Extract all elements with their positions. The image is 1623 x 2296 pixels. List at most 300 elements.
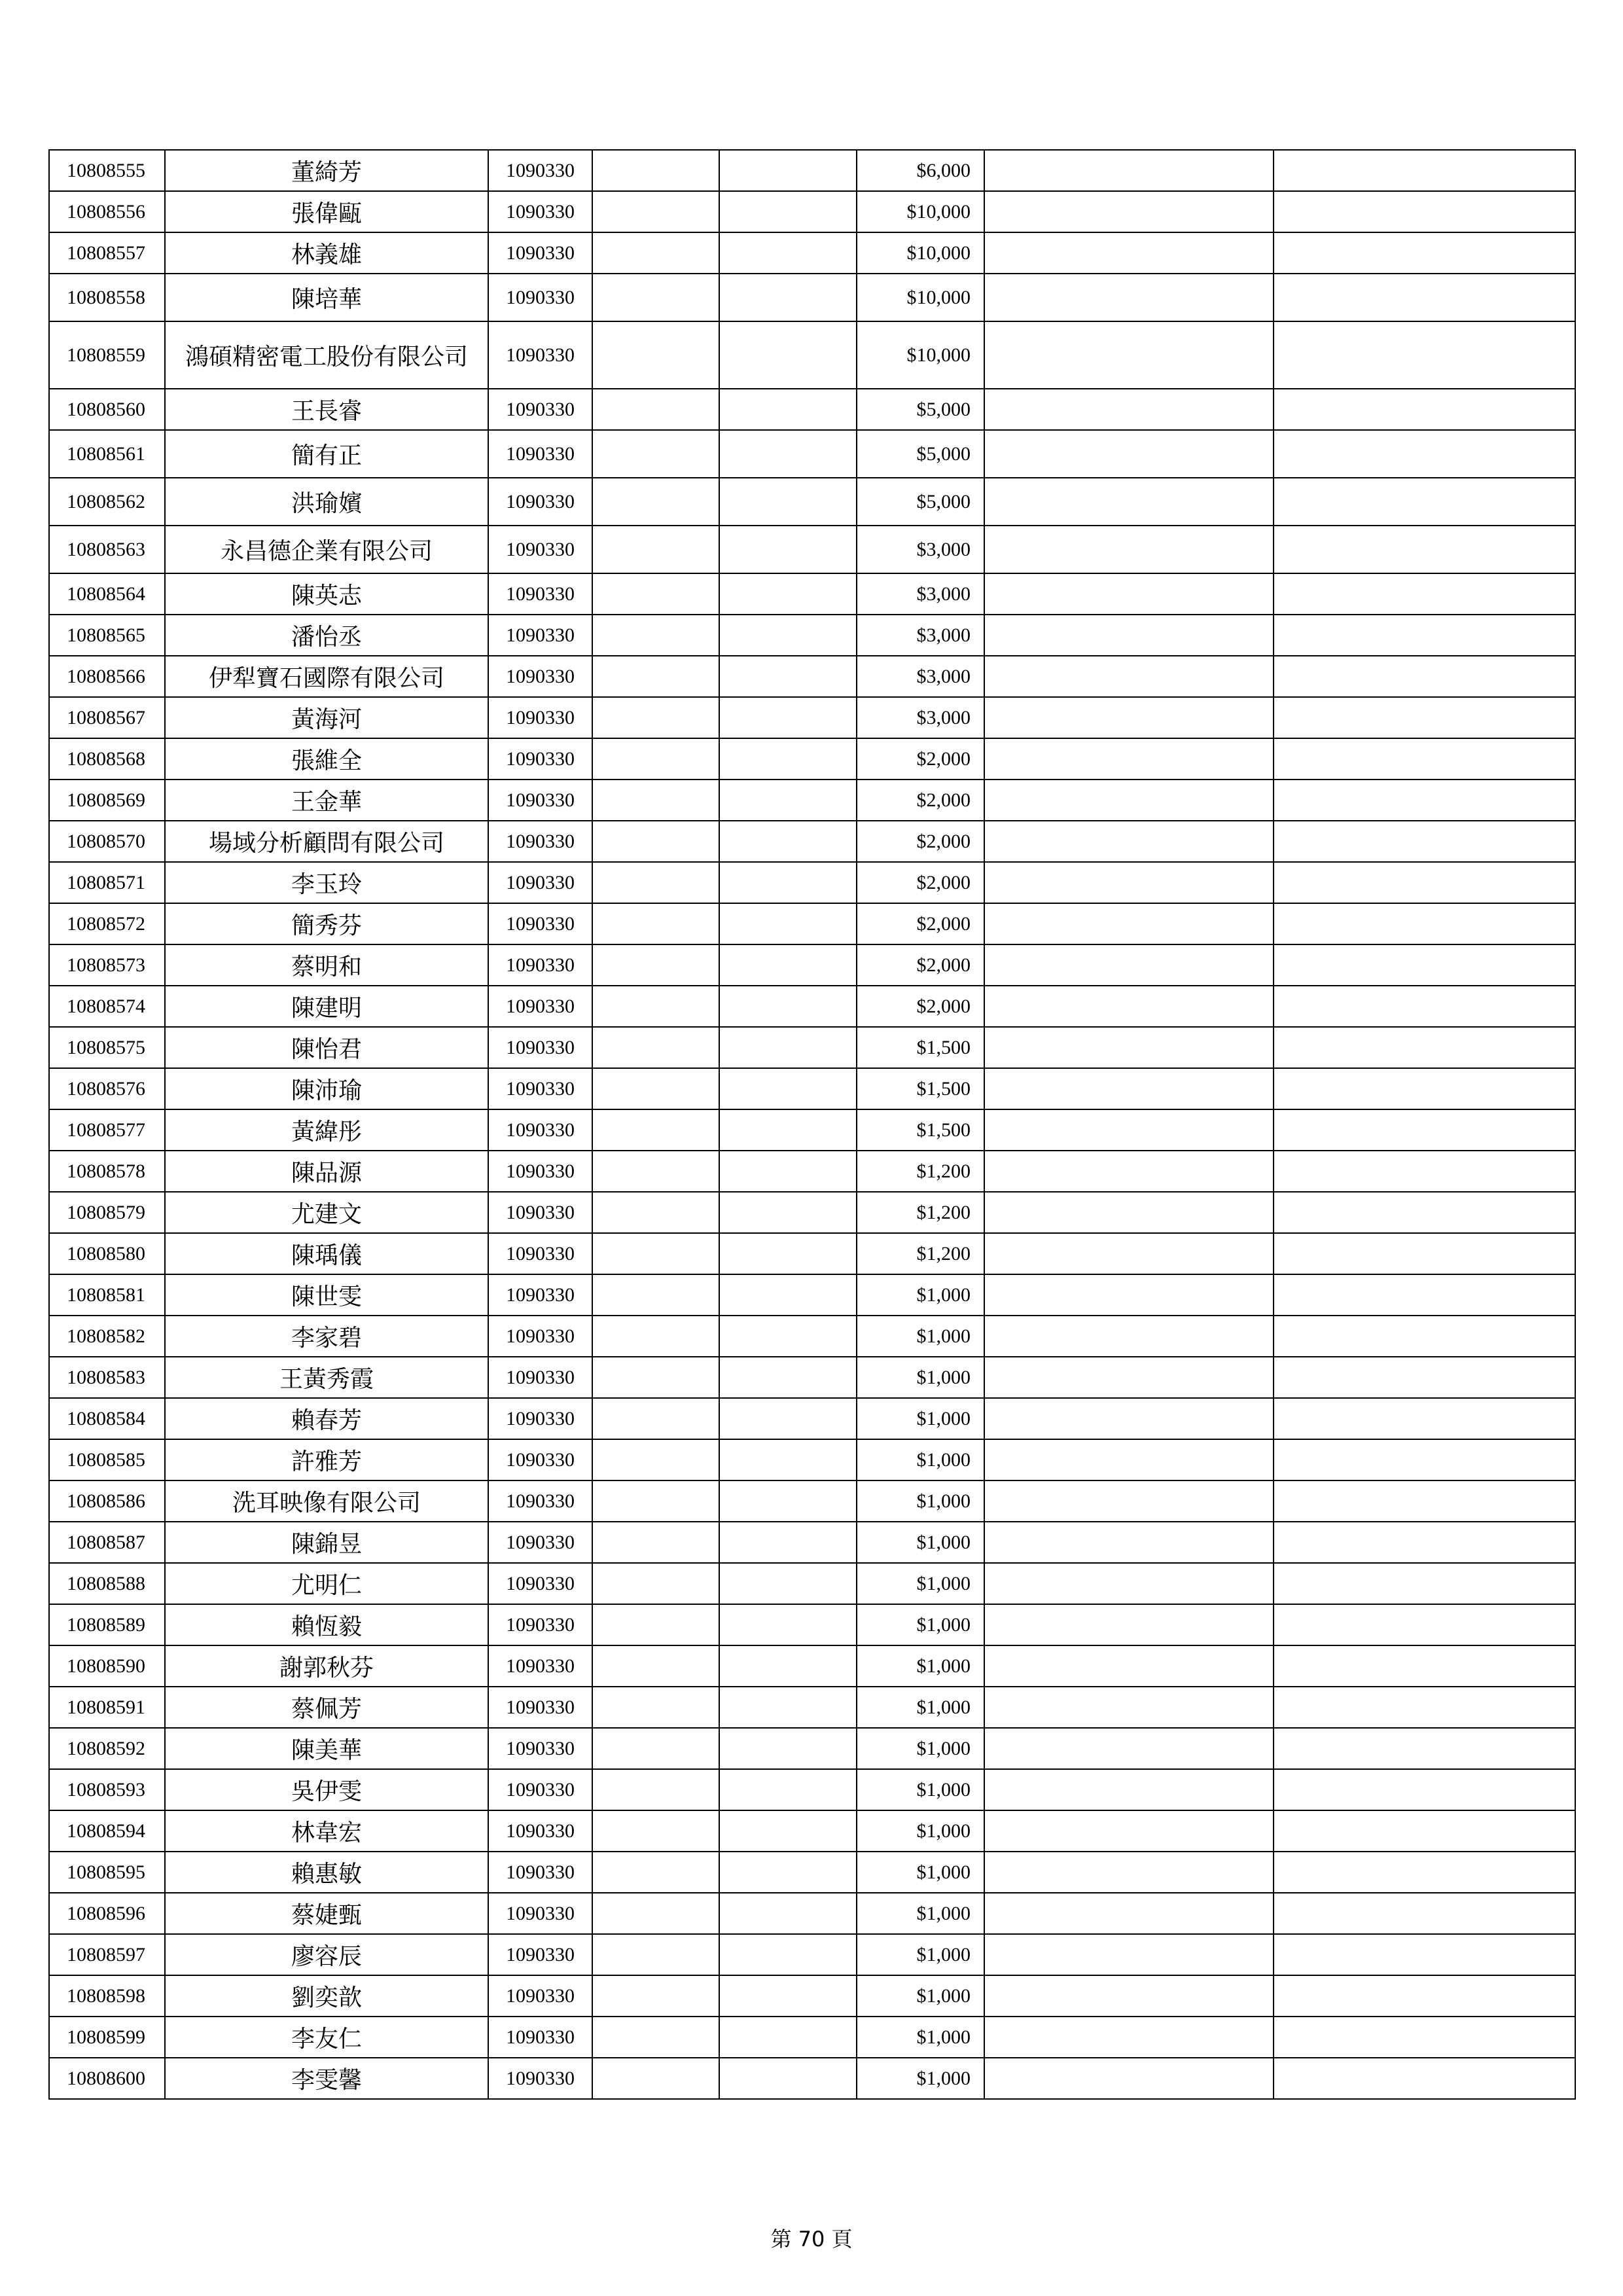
amount-cell: $5,000 (857, 430, 984, 478)
date-cell: 1090330 (488, 1645, 592, 1687)
date-cell: 1090330 (488, 1109, 592, 1151)
blank-cell (984, 1192, 1274, 1233)
table-row (49, 1810, 1575, 1852)
blank-cell (592, 1480, 719, 1522)
donor-name-cell: 尤建文 (165, 1192, 488, 1233)
amount-cell: $1,000 (857, 1975, 984, 2017)
blank-cell (1274, 1645, 1575, 1687)
amount-cell: $1,000 (857, 1645, 984, 1687)
date-cell: 1090330 (488, 1274, 592, 1316)
blank-cell (592, 944, 719, 986)
blank-cell (984, 1027, 1274, 1068)
blank-cell (592, 1151, 719, 1192)
blank-cell (984, 1480, 1274, 1522)
blank-cell (719, 1975, 857, 2017)
date-cell: 1090330 (488, 1439, 592, 1480)
amount-cell: $1,000 (857, 1316, 984, 1357)
record-id-cell: 10808558 (49, 274, 165, 321)
date-cell: 1090330 (488, 1893, 592, 1934)
amount-cell: $2,000 (857, 903, 984, 944)
blank-cell (1274, 1604, 1575, 1645)
blank-cell (719, 1357, 857, 1398)
blank-cell (1274, 1975, 1575, 2017)
donor-name-cell: 董綺芳 (165, 150, 488, 191)
blank-cell (1274, 1316, 1575, 1357)
blank-cell (1274, 232, 1575, 274)
donor-name-cell: 尤明仁 (165, 1563, 488, 1604)
date-cell: 1090330 (488, 1480, 592, 1522)
blank-cell (984, 1274, 1274, 1316)
blank-cell (719, 697, 857, 738)
blank-cell (984, 150, 1274, 191)
blank-cell (592, 274, 719, 321)
blank-cell (984, 1233, 1274, 1274)
blank-cell (984, 1316, 1274, 1357)
table-row (49, 1109, 1575, 1151)
date-cell: 1090330 (488, 656, 592, 697)
table-row (49, 903, 1575, 944)
date-cell: 1090330 (488, 1563, 592, 1604)
blank-cell (1274, 1357, 1575, 1398)
date-cell: 1090330 (488, 1769, 592, 1810)
donor-name-cell: 李家碧 (165, 1316, 488, 1357)
blank-cell (592, 478, 719, 526)
table-body (49, 150, 1575, 2099)
blank-cell (592, 191, 719, 232)
date-cell: 1090330 (488, 1604, 592, 1645)
donor-name-cell: 洪瑜嬪 (165, 478, 488, 526)
blank-cell (1274, 191, 1575, 232)
blank-cell (592, 1769, 719, 1810)
blank-cell (592, 1316, 719, 1357)
date-cell: 1090330 (488, 274, 592, 321)
donor-name-cell: 王長睿 (165, 389, 488, 430)
date-cell: 1090330 (488, 389, 592, 430)
blank-cell (719, 1810, 857, 1852)
blank-cell (1274, 862, 1575, 903)
blank-cell (592, 903, 719, 944)
record-id-cell: 10808565 (49, 615, 165, 656)
record-id-cell: 10808555 (49, 150, 165, 191)
blank-cell (719, 1563, 857, 1604)
blank-cell (592, 821, 719, 862)
date-cell: 1090330 (488, 1233, 592, 1274)
table-row (49, 321, 1575, 389)
donor-name-cell: 場域分析顧問有限公司 (165, 821, 488, 862)
blank-cell (719, 1274, 857, 1316)
blank-cell (719, 1398, 857, 1439)
blank-cell (984, 1810, 1274, 1852)
record-id-cell: 10808568 (49, 738, 165, 780)
amount-cell: $1,200 (857, 1233, 984, 1274)
amount-cell: $10,000 (857, 274, 984, 321)
date-cell: 1090330 (488, 1522, 592, 1563)
blank-cell (1274, 1893, 1575, 1934)
blank-cell (1274, 1769, 1575, 1810)
record-id-cell: 10808563 (49, 526, 165, 573)
donor-name-cell: 簡秀芬 (165, 903, 488, 944)
blank-cell (719, 1439, 857, 1480)
record-id-cell: 10808582 (49, 1316, 165, 1357)
donor-name-cell: 蔡婕甄 (165, 1893, 488, 1934)
blank-cell (719, 573, 857, 615)
donor-name-cell: 陳世雯 (165, 1274, 488, 1316)
date-cell: 1090330 (488, 821, 592, 862)
amount-cell: $1,000 (857, 1563, 984, 1604)
table-row (49, 1769, 1575, 1810)
blank-cell (984, 1522, 1274, 1563)
date-cell: 1090330 (488, 862, 592, 903)
date-cell: 1090330 (488, 1027, 592, 1068)
blank-cell (719, 656, 857, 697)
table-row (49, 1027, 1575, 1068)
blank-cell (592, 1893, 719, 1934)
blank-cell (592, 1687, 719, 1728)
blank-cell (592, 1068, 719, 1109)
amount-cell: $1,500 (857, 1068, 984, 1109)
blank-cell (592, 986, 719, 1027)
blank-cell (984, 1357, 1274, 1398)
date-cell: 1090330 (488, 738, 592, 780)
record-id-cell: 10808572 (49, 903, 165, 944)
record-id-cell: 10808596 (49, 1893, 165, 1934)
table-row (49, 821, 1575, 862)
donor-name-cell: 陳沛瑜 (165, 1068, 488, 1109)
date-cell: 1090330 (488, 1687, 592, 1728)
donor-name-cell: 王黃秀霞 (165, 1357, 488, 1398)
table-row (49, 526, 1575, 573)
date-cell: 1090330 (488, 1728, 592, 1769)
blank-cell (719, 821, 857, 862)
blank-cell (592, 389, 719, 430)
record-id-cell: 10808597 (49, 1934, 165, 1975)
date-cell: 1090330 (488, 232, 592, 274)
amount-cell: $5,000 (857, 478, 984, 526)
blank-cell (592, 615, 719, 656)
record-id-cell: 10808590 (49, 1645, 165, 1687)
donor-name-cell: 陳錦昱 (165, 1522, 488, 1563)
blank-cell (592, 430, 719, 478)
blank-cell (984, 656, 1274, 697)
donor-name-cell: 廖容辰 (165, 1934, 488, 1975)
date-cell: 1090330 (488, 903, 592, 944)
record-id-cell: 10808571 (49, 862, 165, 903)
blank-cell (1274, 986, 1575, 1027)
table-row (49, 1687, 1575, 1728)
table-row (49, 1357, 1575, 1398)
donor-name-cell: 賴春芳 (165, 1398, 488, 1439)
blank-cell (719, 738, 857, 780)
blank-cell (592, 1233, 719, 1274)
blank-cell (984, 389, 1274, 430)
record-id-cell: 10808585 (49, 1439, 165, 1480)
blank-cell (592, 1604, 719, 1645)
table-row (49, 1522, 1575, 1563)
donor-name-cell: 陳品源 (165, 1151, 488, 1192)
table-row (49, 1192, 1575, 1233)
blank-cell (984, 321, 1274, 389)
record-id-cell: 10808574 (49, 986, 165, 1027)
donor-name-cell: 潘怡丞 (165, 615, 488, 656)
date-cell: 1090330 (488, 944, 592, 986)
date-cell: 1090330 (488, 780, 592, 821)
amount-cell: $1,000 (857, 1687, 984, 1728)
table-row (49, 1398, 1575, 1439)
blank-cell (984, 1439, 1274, 1480)
amount-cell: $1,000 (857, 1769, 984, 1810)
blank-cell (719, 1893, 857, 1934)
blank-cell (719, 1645, 857, 1687)
blank-cell (719, 526, 857, 573)
donor-name-cell: 劉奕歆 (165, 1975, 488, 2017)
blank-cell (719, 321, 857, 389)
table-row (49, 478, 1575, 526)
amount-cell: $2,000 (857, 821, 984, 862)
date-cell: 1090330 (488, 1151, 592, 1192)
donation-table (48, 149, 1576, 2100)
blank-cell (984, 821, 1274, 862)
record-id-cell: 10808594 (49, 1810, 165, 1852)
blank-cell (984, 2058, 1274, 2099)
blank-cell (719, 389, 857, 430)
table-row (49, 232, 1575, 274)
blank-cell (719, 191, 857, 232)
blank-cell (592, 150, 719, 191)
donor-name-cell: 黃緯彤 (165, 1109, 488, 1151)
blank-cell (1274, 389, 1575, 430)
table-row (49, 274, 1575, 321)
blank-cell (984, 1934, 1274, 1975)
blank-cell (1274, 615, 1575, 656)
table-row (49, 1893, 1575, 1934)
record-id-cell: 10808581 (49, 1274, 165, 1316)
blank-cell (1274, 2017, 1575, 2058)
donor-name-cell: 黃海河 (165, 697, 488, 738)
blank-cell (719, 615, 857, 656)
blank-cell (984, 903, 1274, 944)
donor-name-cell: 伊犁寶石國際有限公司 (165, 656, 488, 697)
table-row (49, 2058, 1575, 2099)
donor-name-cell: 張維全 (165, 738, 488, 780)
blank-cell (719, 862, 857, 903)
blank-cell (1274, 1563, 1575, 1604)
date-cell: 1090330 (488, 1357, 592, 1398)
blank-cell (719, 903, 857, 944)
date-cell: 1090330 (488, 1192, 592, 1233)
blank-cell (984, 944, 1274, 986)
blank-cell (719, 986, 857, 1027)
blank-cell (719, 430, 857, 478)
blank-cell (984, 1398, 1274, 1439)
blank-cell (984, 615, 1274, 656)
blank-cell (1274, 697, 1575, 738)
amount-cell: $1,200 (857, 1192, 984, 1233)
date-cell: 1090330 (488, 321, 592, 389)
amount-cell: $1,500 (857, 1109, 984, 1151)
date-cell: 1090330 (488, 1398, 592, 1439)
amount-cell: $3,000 (857, 697, 984, 738)
blank-cell (1274, 1192, 1575, 1233)
record-id-cell: 10808592 (49, 1728, 165, 1769)
donor-name-cell: 鴻碩精密電工股份有限公司 (165, 321, 488, 389)
blank-cell (719, 274, 857, 321)
record-id-cell: 10808576 (49, 1068, 165, 1109)
table-row (49, 1480, 1575, 1522)
amount-cell: $1,000 (857, 1439, 984, 1480)
blank-cell (719, 1151, 857, 1192)
table-row (49, 1439, 1575, 1480)
blank-cell (984, 697, 1274, 738)
table-row (49, 1233, 1575, 1274)
amount-cell: $1,000 (857, 2017, 984, 2058)
blank-cell (592, 1274, 719, 1316)
table-row (49, 697, 1575, 738)
blank-cell (592, 321, 719, 389)
table-row (49, 2017, 1575, 2058)
record-id-cell: 10808556 (49, 191, 165, 232)
blank-cell (719, 1233, 857, 1274)
blank-cell (719, 1109, 857, 1151)
donor-name-cell: 陳培華 (165, 274, 488, 321)
blank-cell (719, 1852, 857, 1893)
blank-cell (719, 1687, 857, 1728)
amount-cell: $2,000 (857, 780, 984, 821)
blank-cell (1274, 478, 1575, 526)
donor-name-cell: 陳美華 (165, 1728, 488, 1769)
table-row (49, 615, 1575, 656)
date-cell: 1090330 (488, 697, 592, 738)
table-row (49, 430, 1575, 478)
blank-cell (719, 2017, 857, 2058)
record-id-cell: 10808583 (49, 1357, 165, 1398)
date-cell: 1090330 (488, 1068, 592, 1109)
donor-name-cell: 簡有正 (165, 430, 488, 478)
blank-cell (592, 1934, 719, 1975)
record-id-cell: 10808589 (49, 1604, 165, 1645)
date-cell: 1090330 (488, 191, 592, 232)
amount-cell: $2,000 (857, 986, 984, 1027)
blank-cell (719, 1728, 857, 1769)
date-cell: 1090330 (488, 430, 592, 478)
table-row (49, 1604, 1575, 1645)
blank-cell (1274, 1068, 1575, 1109)
donor-name-cell: 李友仁 (165, 2017, 488, 2058)
donor-name-cell: 賴惠敏 (165, 1852, 488, 1893)
record-id-cell: 10808584 (49, 1398, 165, 1439)
blank-cell (592, 697, 719, 738)
blank-cell (984, 2017, 1274, 2058)
blank-cell (592, 526, 719, 573)
donor-name-cell: 王金華 (165, 780, 488, 821)
date-cell: 1090330 (488, 478, 592, 526)
record-id-cell: 10808560 (49, 389, 165, 430)
date-cell: 1090330 (488, 1852, 592, 1893)
blank-cell (592, 1852, 719, 1893)
date-cell: 1090330 (488, 2017, 592, 2058)
blank-cell (1274, 1852, 1575, 1893)
blank-cell (1274, 1728, 1575, 1769)
donor-name-cell: 謝郭秋芬 (165, 1645, 488, 1687)
blank-cell (719, 1027, 857, 1068)
blank-cell (1274, 1027, 1575, 1068)
blank-cell (984, 1769, 1274, 1810)
blank-cell (984, 1728, 1274, 1769)
blank-cell (984, 232, 1274, 274)
blank-cell (592, 862, 719, 903)
blank-cell (592, 1398, 719, 1439)
amount-cell: $1,000 (857, 1480, 984, 1522)
blank-cell (592, 1728, 719, 1769)
blank-cell (1274, 1151, 1575, 1192)
record-id-cell: 10808577 (49, 1109, 165, 1151)
blank-cell (592, 1357, 719, 1398)
blank-cell (1274, 780, 1575, 821)
date-cell: 1090330 (488, 2058, 592, 2099)
table-row (49, 1852, 1575, 1893)
blank-cell (984, 738, 1274, 780)
record-id-cell: 10808588 (49, 1563, 165, 1604)
blank-cell (984, 1893, 1274, 1934)
table-row (49, 389, 1575, 430)
blank-cell (1274, 321, 1575, 389)
amount-cell: $3,000 (857, 615, 984, 656)
blank-cell (592, 738, 719, 780)
table-row (49, 862, 1575, 903)
amount-cell: $3,000 (857, 573, 984, 615)
blank-cell (719, 478, 857, 526)
amount-cell: $1,000 (857, 1810, 984, 1852)
blank-cell (719, 1604, 857, 1645)
blank-cell (719, 1934, 857, 1975)
blank-cell (984, 986, 1274, 1027)
table-row (49, 1728, 1575, 1769)
blank-cell (1274, 944, 1575, 986)
date-cell: 1090330 (488, 573, 592, 615)
table-row (49, 656, 1575, 697)
record-id-cell: 10808578 (49, 1151, 165, 1192)
table-row (49, 191, 1575, 232)
blank-cell (984, 1068, 1274, 1109)
blank-cell (592, 2058, 719, 2099)
blank-cell (984, 780, 1274, 821)
donor-name-cell: 林韋宏 (165, 1810, 488, 1852)
blank-cell (592, 1563, 719, 1604)
blank-cell (1274, 1480, 1575, 1522)
blank-cell (719, 1522, 857, 1563)
amount-cell: $3,000 (857, 526, 984, 573)
amount-cell: $3,000 (857, 656, 984, 697)
record-id-cell: 10808561 (49, 430, 165, 478)
amount-cell: $1,000 (857, 1893, 984, 1934)
date-cell: 1090330 (488, 1810, 592, 1852)
donor-name-cell: 吳伊雯 (165, 1769, 488, 1810)
table-row (49, 1151, 1575, 1192)
table-row (49, 780, 1575, 821)
blank-cell (1274, 526, 1575, 573)
blank-cell (984, 1109, 1274, 1151)
record-id-cell: 10808557 (49, 232, 165, 274)
table-row (49, 986, 1575, 1027)
page-number: 第 70 頁 (770, 2227, 853, 2251)
amount-cell: $1,000 (857, 2058, 984, 2099)
record-id-cell: 10808587 (49, 1522, 165, 1563)
blank-cell (719, 1480, 857, 1522)
record-id-cell: 10808564 (49, 573, 165, 615)
table-row (49, 1934, 1575, 1975)
blank-cell (984, 573, 1274, 615)
amount-cell: $1,000 (857, 1934, 984, 1975)
blank-cell (719, 1068, 857, 1109)
